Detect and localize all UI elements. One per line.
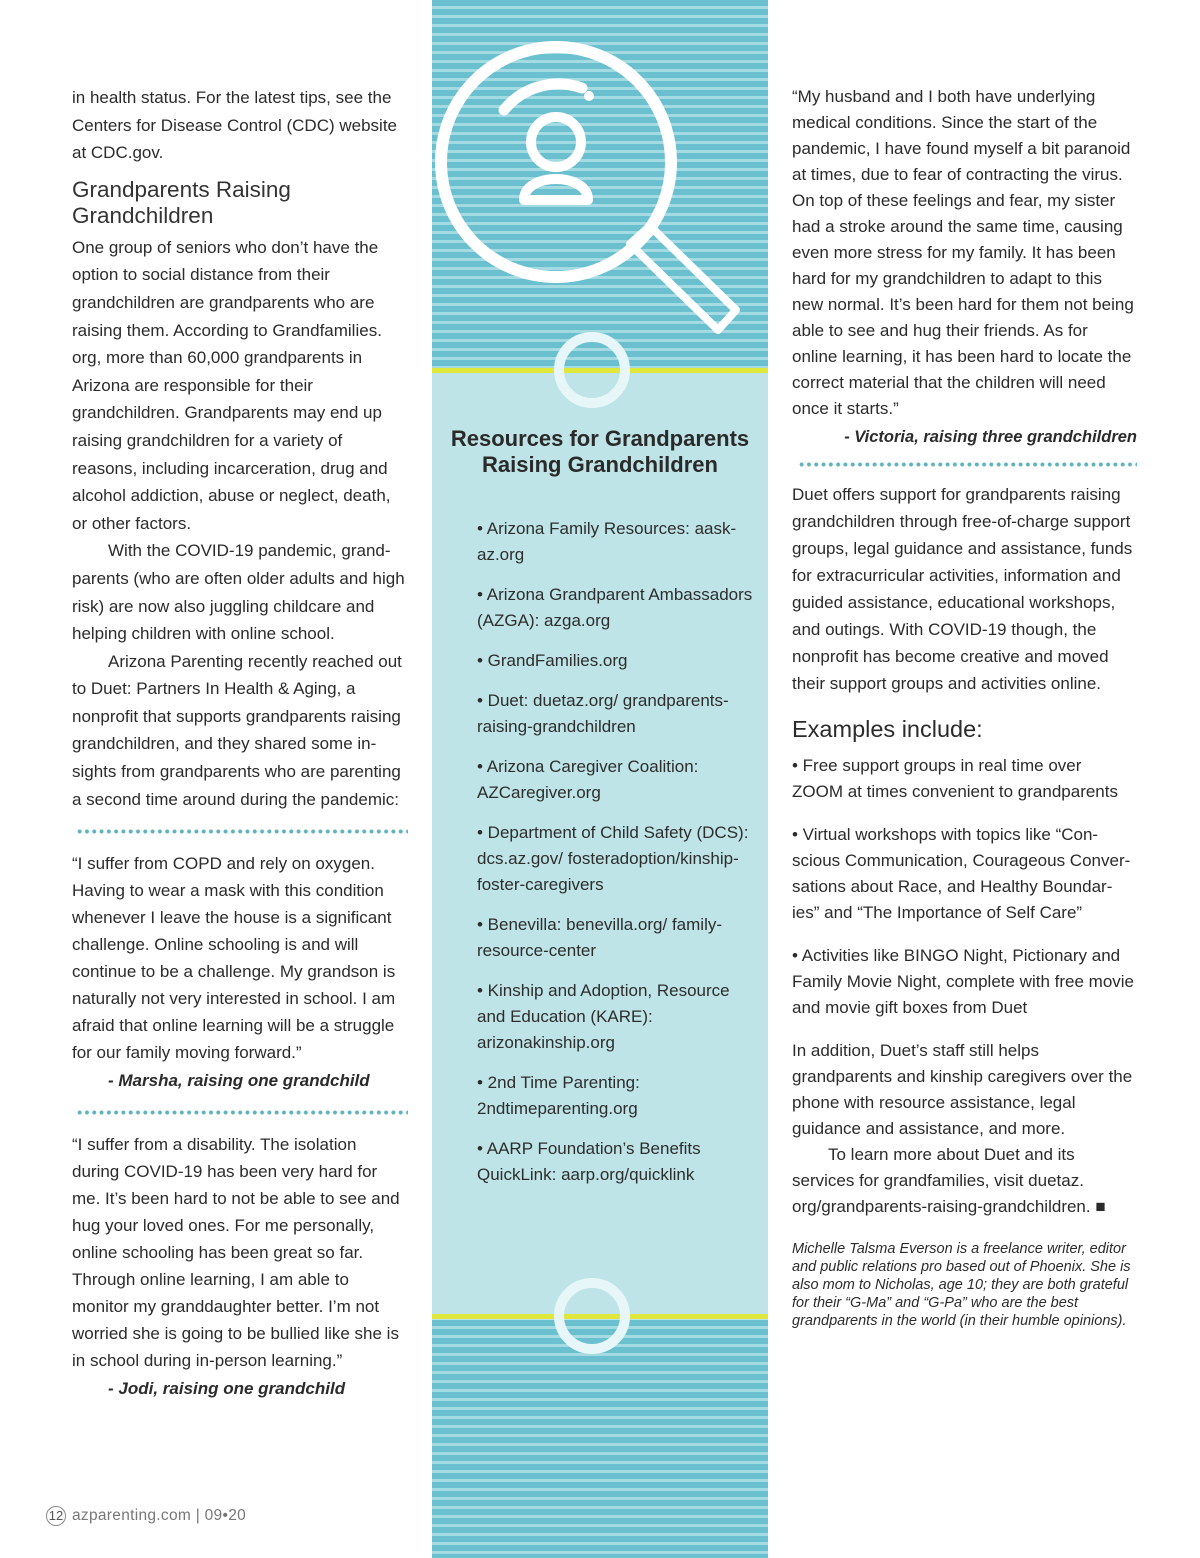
- page-number: 12: [46, 1506, 66, 1526]
- resources-title: Resources for Grandparents Raising Grandchildren: [450, 426, 750, 477]
- decorative-ring-icon: [554, 1278, 630, 1354]
- resource-item: • Duet: duetaz.org/ grandparents-raising-grandchildren: [477, 691, 729, 736]
- resources-sidebar: [432, 0, 768, 1558]
- attribution-jodi: - Jodi, raising one grandchild: [108, 1379, 346, 1399]
- quote-jodi: “I suffer from a disability. The isolation during COVID-19 has been very hard for me. It’s been hard to not be able to see and hug your loved ones. For me personally, online schooling has been great so far. Through online learning, I am able to monitor my granddaughter better. I’m not worried she is going to be bullied like she is in school during in-person learning.”: [72, 1135, 400, 1371]
- resource-item: • Arizona Family Resources: aask-az.org: [477, 519, 737, 564]
- resource-item: • GrandFamilies.org: [477, 651, 628, 670]
- intro-paragraph: in health status. For the latest tips, see the Centers for Disease Control (CDC) website at CDC.gov.: [72, 88, 397, 163]
- dotted-divider: [76, 1110, 408, 1115]
- resource-item: • Arizona Grandparent Ambassadors (AZGA): azga.org: [477, 585, 753, 630]
- duet-paragraph: Duet offers support for grandparents raising grandchildren through free-of-charge support groups, legal guidance and assistance, funds for extracurricular activities, information and guided assistance, educational workshops, and outings. With COVID-19 though, the nonprofit has become creative and moved their support groups and activities online.: [792, 485, 1133, 693]
- body-paragraph-1: One group of seniors who don’t have the option to social distance from their grandchildren are grandparents who are raising them. According to Grandfamilies. org, more than 60,000 grandparents in Arizona are responsible for their grandchildren. Grandparents may end up raising grandchildren for a variety of reasons, including incarceration, drug and alcohol addiction, abuse or neglect, death, or other factors.: [72, 237, 391, 533]
- dotted-divider: [76, 829, 408, 834]
- section-heading: Grandparents Raising Grandchildren: [72, 176, 291, 228]
- stripe-pattern-bottom: [432, 1320, 768, 1558]
- resource-item: • Kinship and Adoption, Resource and Education (KARE): arizonakinship.org: [477, 981, 730, 1052]
- page-footer: [46, 1506, 246, 1526]
- resource-item: • AARP Foundation’s Benefits QuickLink: aarp.org/quicklink: [477, 1139, 701, 1184]
- resource-item: • Benevilla: benevilla.org/ family-resource-center: [477, 915, 723, 960]
- staff-paragraph: In addition, Duet’s staff still helps grandparents and kinship caregivers over the phone with resource assistance, legal guidance and assistance, and more.: [792, 1041, 1133, 1138]
- dotted-divider: [798, 462, 1137, 467]
- resource-item: • 2nd Time Parenting: 2ndtimeparenting.org: [477, 1073, 640, 1118]
- left-column: [72, 84, 408, 1402]
- resources-list: [477, 516, 757, 1202]
- resource-item: • Department of Child Safety (DCS): dcs.az.gov/ fosteradoption/kinship-foster-caregivers: [477, 823, 749, 894]
- quote-marsha: “I suffer from COPD and rely on oxygen. Having to wear a mask with this condition whenever I leave the house is a significant challenge. Online schooling is and will continue to be a challenge. My grandson is naturally not very interested in school. I am afraid that online learning will be a struggle for our family moving forward.”: [72, 854, 396, 1063]
- body-paragraph-2: With the COVID-19 pandemic, grand-parents (who are often older adults and high risk) are now also juggling childcare and helping children with online school.: [72, 541, 405, 644]
- resource-item: • Arizona Caregiver Coalition: AZCaregiver.org: [477, 757, 699, 802]
- attribution-marsha: - Marsha, raising one grandchild: [108, 1071, 370, 1091]
- example-item: • Virtual workshops with topics like “Con-scious Communication, Courageous Conver-sations about Race, and Healthy Boundar-ies” and “The Importance of Self Care”: [792, 825, 1131, 922]
- magnifier-person-icon: [432, 0, 768, 368]
- body-paragraph-3: Arizona Parenting recently reached out to Duet: Partners In Health & Aging, a nonprofit that supports grandparents raising grandchildren, and they shared some in-sights from grandparents who are parenting a second time around during the pandemic:: [72, 651, 402, 809]
- attribution-victoria: - Victoria, raising three grandchildren: [844, 428, 1137, 446]
- examples-heading: Examples include:: [792, 716, 983, 742]
- example-item: • Free support groups in real time over ZOOM at times convenient to grandparents: [792, 756, 1118, 801]
- learn-more-paragraph: To learn more about Duet and its services for grandfamilies, visit duetaz. org/grandparents-raising-grandchildren. ■: [792, 1145, 1106, 1216]
- footer-text: azparenting.com | 09•20: [72, 1507, 247, 1524]
- author-bio: Michelle Talsma Everson is a freelance writer, editor and public relations pro based out of Phoenix. She is also mom to Nicholas, age 10; they are both grateful for their “G-Ma” and “G-Pa” who are the best grandparents in the world (in their humble opinions).: [792, 1241, 1131, 1329]
- example-item: • Activities like BINGO Night, Pictionary and Family Movie Night, complete with free movie and movie gift boxes from Duet: [792, 946, 1135, 1017]
- right-column: [792, 84, 1137, 1330]
- quote-victoria: “My husband and I both have underlying medical conditions. Since the start of the pandemic, I have found myself a bit paranoid at times, due to fear of contracting the virus. On top of these feelings and fear, my sister had a stroke around the same time, causing even more stress for my family. It has been hard for my grandchildren to adapt to this new normal. It’s been hard for them not being able to see and hug their friends. As for online learning, it has been hard to locate the correct material that the children will need once it starts.”: [792, 87, 1134, 418]
- decorative-ring-icon: [554, 332, 630, 408]
